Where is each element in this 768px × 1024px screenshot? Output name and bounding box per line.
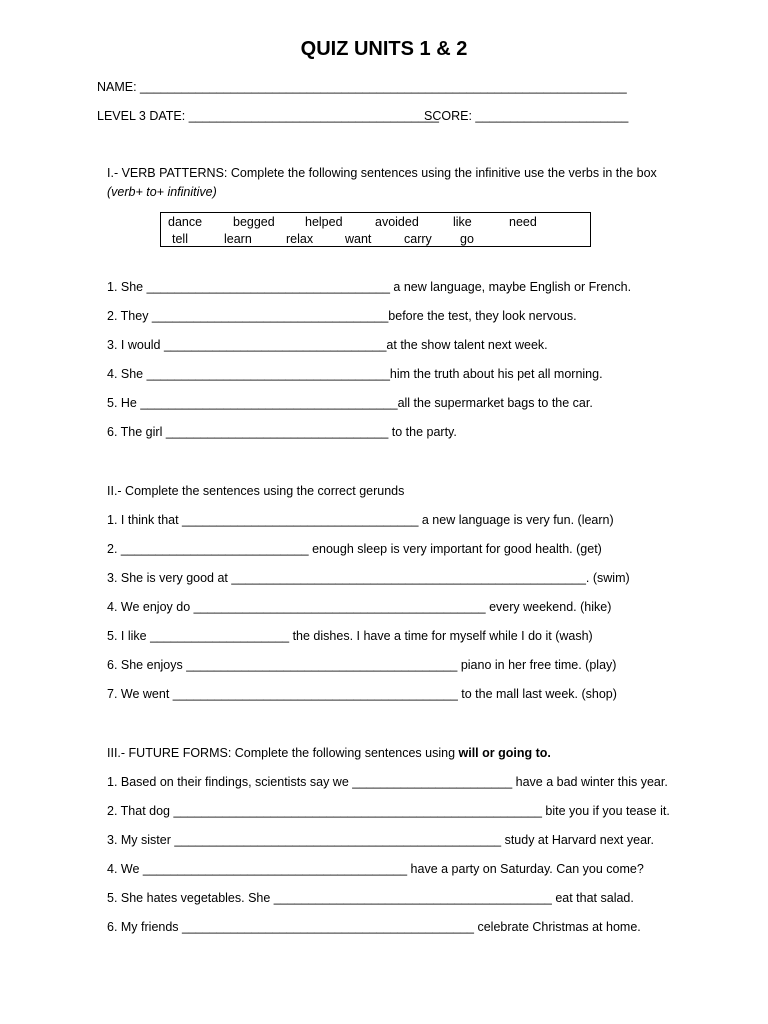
verb-box-row-2 bbox=[172, 232, 474, 246]
section1-item: 5. He _____________________________________all the supermarket bags to the car. bbox=[107, 396, 593, 410]
verb-word: begged bbox=[233, 215, 275, 229]
verb-box-row-1 bbox=[168, 215, 537, 229]
section1-item: 4. She ___________________________________him the truth about his pet all morning. bbox=[107, 367, 603, 381]
section1-instruction: I.- VERB PATTERNS: Complete the following sentences using the infinitive use the verbs in the box bbox=[107, 166, 657, 180]
section2-item: 1. I think that __________________________________ a new language is very fun. (learn) bbox=[107, 513, 614, 527]
section1-item: 3. I would ________________________________at the show talent next week. bbox=[107, 338, 548, 352]
verb-word: need bbox=[509, 215, 537, 229]
page-title: QUIZ UNITS 1 & 2 bbox=[300, 38, 468, 60]
section2-instruction: II.- Complete the sentences using the correct gerunds bbox=[107, 484, 405, 498]
name-field: NAME: ______________________________________________________________________ bbox=[97, 80, 627, 94]
section3-item: 4. We ______________________________________ have a party on Saturday. Can you come? bbox=[107, 862, 644, 876]
verb-word: helped bbox=[305, 215, 343, 229]
section3-item: 1. Based on their findings, scientists say we _______________________ have a bad winter this year. bbox=[107, 775, 668, 789]
section1-item: 6. The girl ________________________________ to the party. bbox=[107, 425, 457, 439]
section3-item: 5. She hates vegetables. She ________________________________________ eat that salad. bbox=[107, 891, 634, 905]
section3-item: 3. My sister _______________________________________________ study at Harvard next year. bbox=[107, 833, 654, 847]
verb-box bbox=[160, 212, 591, 247]
section1-item: 2. They __________________________________before the test, they look nervous. bbox=[107, 309, 577, 323]
section2-item: 7. We went _________________________________________ to the mall last week. (shop) bbox=[107, 687, 617, 701]
level-date-field: LEVEL 3 DATE: ____________________________________ bbox=[97, 109, 439, 123]
verb-word: dance bbox=[168, 215, 203, 229]
section2-item: 2. ___________________________ enough sleep is very important for good health. (get) bbox=[107, 542, 602, 556]
verb-word: avoided bbox=[375, 215, 419, 229]
section3-item: 2. That dog _____________________________________________________ bite you if you tease it. bbox=[107, 804, 670, 818]
section2-item: 4. We enjoy do __________________________________________ every weekend. (hike) bbox=[107, 600, 612, 614]
verb-word: learn bbox=[224, 232, 252, 246]
section1-item: 1. She ___________________________________ a new language, maybe English or French. bbox=[107, 280, 632, 294]
section2-item: 3. She is very good at ___________________________________________________. (swim) bbox=[107, 571, 630, 585]
verb-word: carry bbox=[404, 232, 432, 246]
score-field: SCORE: ______________________ bbox=[424, 109, 629, 123]
verb-word: want bbox=[345, 232, 372, 246]
section2-item: 6. She enjoys _______________________________________ piano in her free time. (play) bbox=[107, 658, 617, 672]
section3-instruction: III.- FUTURE FORMS: Complete the following sentences using will or going to. bbox=[107, 746, 551, 760]
verb-word: go bbox=[460, 232, 474, 246]
section2-item: 5. I like ____________________ the dishes. I have a time for myself while I do it (wash) bbox=[107, 629, 593, 643]
section1-subnote: (verb+ to+ infinitive) bbox=[107, 185, 217, 199]
verb-word: tell bbox=[172, 232, 188, 246]
section3-item: 6. My friends __________________________________________ celebrate Christmas at home. bbox=[107, 920, 641, 934]
verb-word: relax bbox=[286, 232, 314, 246]
verb-word: like bbox=[453, 215, 472, 229]
